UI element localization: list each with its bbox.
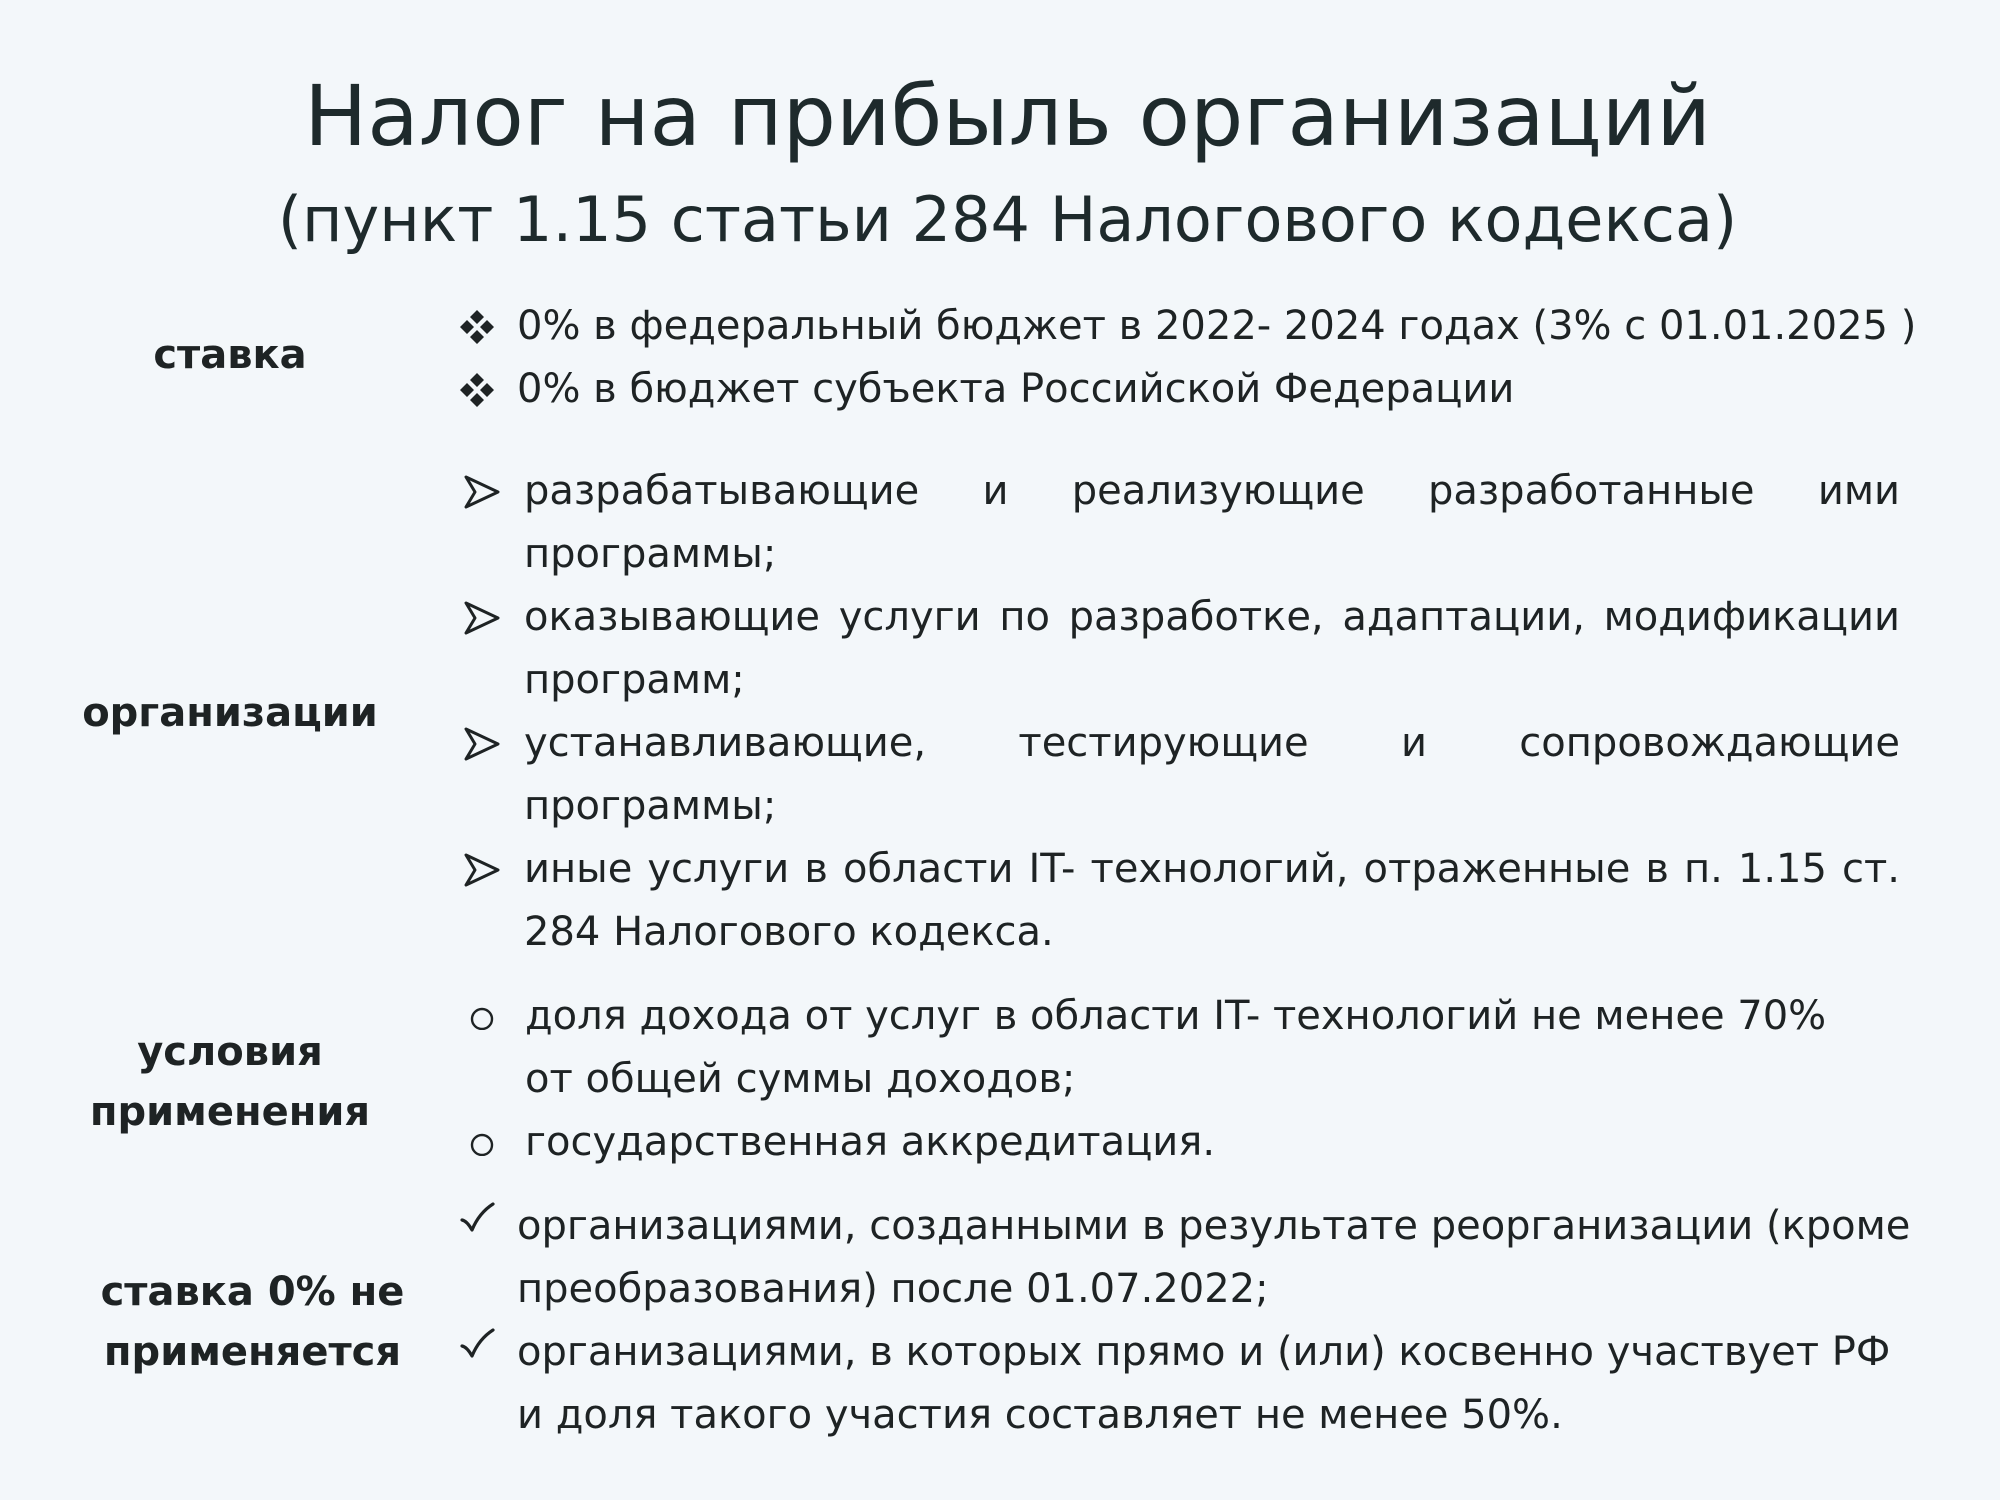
slide-title: Налог на прибыль организаций [304,67,1711,165]
label-text: ставка [153,332,307,378]
label-text-line-2: применяется [103,1329,402,1375]
arrowhead-bullet-icon [460,586,504,649]
condition-item-1 [460,985,1880,1111]
label-text: организации [82,690,378,736]
arrowhead-bullet-icon [460,460,504,523]
arrowhead-bullet-icon [460,838,504,901]
item-text: организациями, созданными в результате реорганизации (кроме преобразования) после 01.07.2022; [517,1203,1911,1312]
org-item-4 [460,838,1900,964]
item-text: 0% в бюджет субъекта Российской Федерации [517,366,1515,412]
rate-item-1 [455,295,1917,358]
circle-bullet-icon [460,1111,504,1174]
label-text-line-2: применения [89,1089,371,1135]
arrowhead-bullet-icon [460,712,504,775]
item-text: оказывающие услуги по разработке, адаптации, модификации программ; [524,594,1900,703]
diamond-bullet-icon [455,295,499,358]
checkmark-bullet-icon [455,1321,499,1384]
item-text: доля дохода от услуг в области IT- технологий не менее 70% от общей суммы доходов; [525,993,1827,1102]
section-label-organizations [75,683,385,743]
org-item-1 [460,460,1900,586]
section-label-conditions [75,1022,385,1142]
section-label-exceptions [100,1262,405,1382]
org-item-2 [460,586,1900,712]
label-text-line-1: ставка 0% не [100,1269,405,1315]
item-text: устанавливающие, тестирующие и сопровождающие программы; [524,720,1900,829]
item-text: государственная аккредитация. [525,1119,1216,1165]
rate-item-2 [455,358,1905,421]
condition-item-2 [460,1111,1880,1174]
exception-item-1 [455,1195,1920,1321]
item-text: разрабатывающие и реализующие разработанные ими программы; [524,468,1900,577]
section-label-rate [80,325,380,385]
circle-bullet-icon [460,985,504,1048]
label-text-line-1: условия [137,1029,323,1075]
item-text: организациями, в которых прямо и (или) косвенно участвует РФ и доля такого участия составляет не менее 50%. [517,1329,1891,1438]
item-text: 0% в федеральный бюджет в 2022- 2024 годах (3% с 01.01.2025 ) [517,303,1917,349]
exception-item-2 [455,1321,1920,1447]
item-text: иные услуги в области IT- технологий, отраженные в п. 1.15 ст. 284 Налогового кодекса. [524,846,1900,955]
diamond-bullet-icon [455,358,499,421]
slide-subtitle: (пункт 1.15 статьи 284 Налогового кодекса) [277,183,1738,256]
org-item-3 [460,712,1900,838]
checkmark-bullet-icon [455,1195,499,1258]
